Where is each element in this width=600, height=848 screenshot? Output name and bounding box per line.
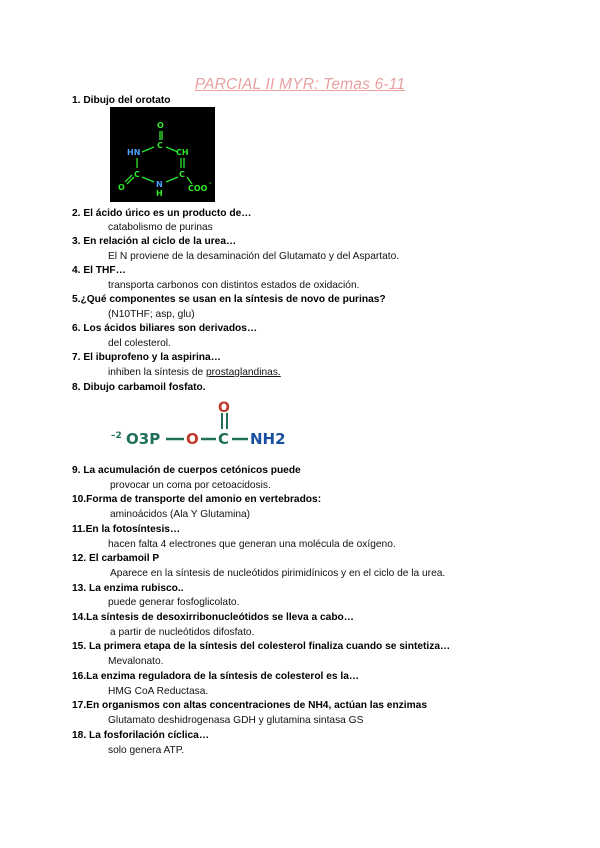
question-10: 10.Forma de transporte del amonio en vertebrados: xyxy=(72,494,322,505)
answer-17: Glutamato deshidrogenasa GDH y glutamina sintasa GS xyxy=(108,715,364,726)
question-9: 9. La acumulación de cuerpos cetónicos puede xyxy=(72,465,301,476)
formula-o3p: O3P xyxy=(126,430,161,448)
atom-o-top: O xyxy=(157,121,164,130)
answer-18: solo genera ATP. xyxy=(108,745,185,756)
page-title: PARCIAL II MYR: Temas 6-11 xyxy=(194,76,406,93)
answer-7 xyxy=(108,367,281,378)
question-13: 13. La enzima rubisco.. xyxy=(72,583,184,594)
atom-hn: HN xyxy=(127,148,141,157)
answer-13: puede generar fosfoglicolato. xyxy=(108,597,240,608)
question-17: 17.En organismos con altas concentraciones de NH4, actúan las enzimas xyxy=(72,700,427,711)
answer-2: catabolismo de purinas xyxy=(108,222,213,233)
atom-o-left: O xyxy=(118,183,125,192)
formula-nh2: NH2 xyxy=(250,430,286,448)
question-2: 2. El ácido úrico es un producto de… xyxy=(72,208,252,219)
formula-charge: –2 xyxy=(111,431,122,441)
carbamoyl-phosphate-structure-image xyxy=(108,400,308,458)
answer-5: (N10THF; asp, glu) xyxy=(108,309,195,320)
question-1: 1. Dibujo del orotato xyxy=(72,95,171,106)
answer-9: provocar un coma por cetoacidosis. xyxy=(110,480,271,491)
atom-h-bottom: H xyxy=(156,189,163,198)
atom-c-top: C xyxy=(157,141,163,150)
answer-15: Mevalonato. xyxy=(108,656,164,667)
question-18: 18. La fosforilación cíclica… xyxy=(72,730,210,741)
atom-coo-charge: - xyxy=(209,180,212,187)
formula-c: C xyxy=(218,430,230,448)
atom-c-right: C xyxy=(179,170,185,179)
answer-4: transporta carbonos con distintos estados de oxidación. xyxy=(108,280,360,291)
formula-o-top: O xyxy=(218,400,230,416)
atom-n-bottom: N xyxy=(156,180,163,189)
question-11: 11.En la fotosíntesis… xyxy=(72,524,181,535)
formula-o-mid: O xyxy=(186,430,199,448)
answer-12: Aparece en la síntesis de nucleótidos pirimidínicos y en el ciclo de la urea. xyxy=(110,568,446,579)
question-3: 3. En relación al ciclo de la urea… xyxy=(72,236,237,247)
answer-11: hacen falta 4 electrones que generan una molécula de oxígeno. xyxy=(108,539,396,550)
question-15: 15. La primera etapa de la síntesis del colesterol finaliza cuando se sintetiza… xyxy=(72,641,451,652)
answer-16: HMG CoA Reductasa. xyxy=(108,686,209,697)
question-16: 16.La enzima reguladora de la síntesis de colesterol es la… xyxy=(72,671,360,682)
question-4: 4. El THF… xyxy=(72,265,126,276)
question-12: 12. El carbamoil P xyxy=(72,553,160,564)
answer-7-text: inhiben la síntesis de xyxy=(108,367,206,378)
atom-ch: CH xyxy=(176,148,189,157)
atom-coo: COO xyxy=(188,184,208,193)
question-5: 5.¿Qué componentes se usan en la síntesis de novo de purinas? xyxy=(72,294,386,305)
question-8: 8. Dibujo carbamoil fosfato. xyxy=(72,382,206,393)
question-7: 7. El ibuprofeno y la aspirina… xyxy=(72,352,221,363)
orotate-structure-image xyxy=(110,107,215,202)
answer-3: El N proviene de la desaminación del Glutamato y del Aspartato. xyxy=(108,251,400,262)
question-14: 14.La síntesis de desoxirribonucleótidos se lleva a cabo… xyxy=(72,612,354,623)
answer-10: aminoácidos (Ala Y Glutamina) xyxy=(110,509,251,520)
answer-14: a partir de nucleótidos difosfato. xyxy=(110,627,255,638)
answer-7-underlined: prostaglandinas. xyxy=(205,367,281,378)
question-6: 6. Los ácidos biliares son derivados… xyxy=(72,323,258,334)
atom-c-left: C xyxy=(134,170,140,179)
answer-6: del colesterol. xyxy=(108,338,171,349)
